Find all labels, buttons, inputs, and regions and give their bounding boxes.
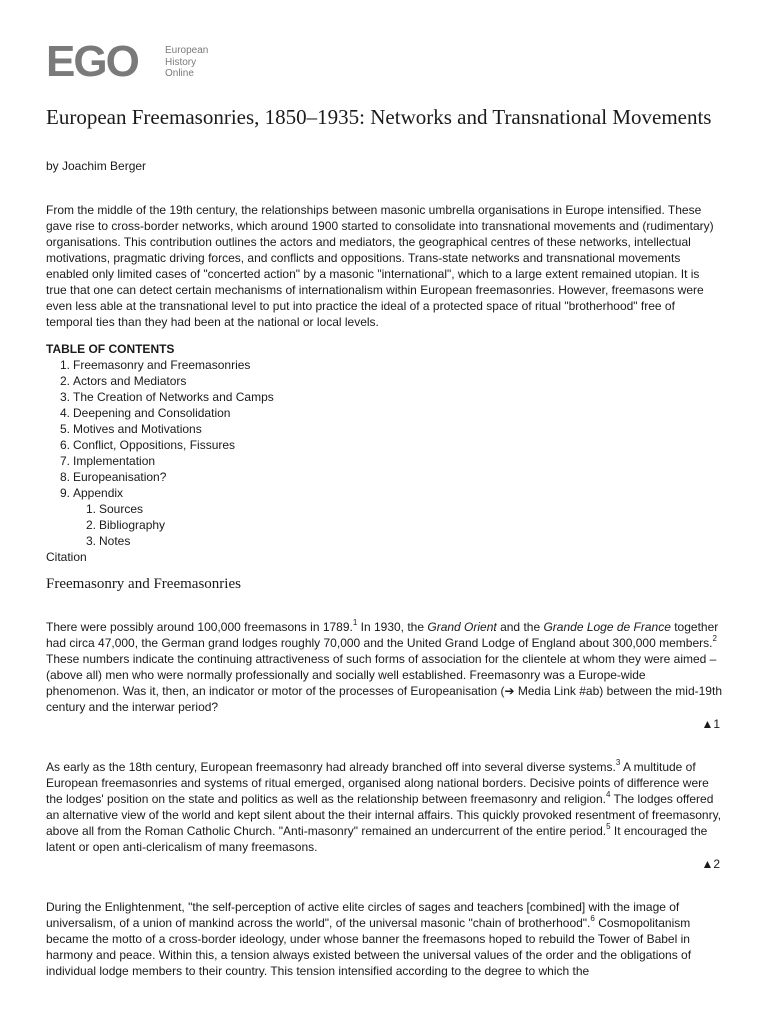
toc-item[interactable] — [46, 389, 722, 405]
article-title: European Freemasonries, 1850–1935: Networks and Transnational Movements — [46, 105, 712, 129]
toc-item-number: 1. — [85, 502, 96, 516]
section-heading: Freemasonry and Freemasonries — [46, 576, 241, 592]
toc-item-label[interactable]: The Creation of Networks and Camps — [73, 390, 274, 404]
logo-line: History — [165, 56, 197, 68]
toc-item-label[interactable]: Implementation — [73, 454, 156, 468]
toc-subitem[interactable] — [46, 501, 722, 517]
toc-item[interactable] — [46, 357, 722, 373]
toc-item-label[interactable]: Appendix — [73, 486, 124, 500]
footnote-ref[interactable]: 5 — [606, 822, 611, 831]
toc-item-label[interactable]: Conflict, Oppositions, Fissures — [73, 438, 236, 452]
toc-item[interactable] — [46, 421, 722, 437]
toc-sublist — [46, 501, 722, 549]
toc-item-number: 4. — [59, 406, 70, 420]
logo-line: European — [165, 45, 209, 56]
paragraph-1: There were possibly around 100,000 freemasons in 1789.$^1$ In 1930, the Grand Orient and the Grande Loge de France together had circa 47,000, the German grand lodges roughly 70,000 and the United Grand Lodge of England about 300,000 members.$^2$ These numbers indicate the continuing attractiveness of such forms of association for the clientele at whom they were aimed – (above all) men who were normally professionally and socially well established. Freemasonry was a Europe-wide phenomenon. Was it, then, an indicator or motor of the processes of Europeanisation (➔ Media Link #ab) between the mid-19th century and the interwar period? — [46, 618, 722, 714]
toc-list — [46, 357, 722, 549]
toc-heading: TABLE OF CONTENTS — [46, 342, 175, 356]
toc-item-number: 6. — [59, 438, 70, 452]
toc-item-number: 9. — [59, 486, 70, 500]
footnote-ref[interactable]: 4 — [605, 790, 611, 799]
toc-item[interactable] — [46, 373, 722, 389]
table-of-contents — [46, 341, 722, 565]
footnote-ref[interactable]: 2 — [712, 634, 717, 643]
paragraph-2: As early as the 18th century, European freemasonry had already branched off into several diverse systems.$^3$ A multitude of European freemasonries and systems of ritual emerged, organised along national borders. Decisive points of difference were the lodges' position on the state and politics as well as the relationship between freemasonry and religion.$^4$ The lodges offered an alternative view of the world and kept silent about the their internal affairs. This quickly provoked resentment of freemasonry, above all from the Roman Catholic Church. "Anti-masonry" remained an undercurrent of the entire period.$^5$ It encouraged the latent or open anti-clericalism of many freemasons. — [46, 758, 722, 854]
toc-item-label[interactable]: Sources — [99, 502, 144, 516]
toc-item-number: 5. — [59, 422, 70, 436]
paragraph-3: During the Enlightenment, "the self-perception of active elite circles of sages and teachers [combined] with the image of universalism, of a union of mankind across the world", of the universal masonic "chain of brotherhood".$^6$ Cosmopolitanism became the motto of a cross-border ideology, under whose banner the freemasons hoped to rebuild the Tower of Babel in harmony and peace. Within this, a tension always existed between the universal values of the order and the obligations of individual lodge members to their country. This tension intensified according to the degree to which the — [46, 900, 692, 978]
toc-item-number: 3. — [85, 534, 96, 548]
toc-item[interactable] — [46, 405, 722, 421]
toc-item-label[interactable]: Notes — [99, 534, 131, 548]
paragraph-number[interactable]: ▲2 — [701, 857, 720, 871]
toc-subitem[interactable] — [46, 533, 722, 549]
toc-item[interactable] — [46, 437, 722, 453]
toc-item-label[interactable]: Deepening and Consolidation — [73, 406, 231, 420]
toc-item[interactable] — [46, 469, 722, 485]
toc-item[interactable] — [46, 485, 722, 549]
author-line: by Joachim Berger — [46, 159, 147, 173]
footnote-ref[interactable]: 1 — [352, 618, 358, 627]
logo-line: Online — [165, 68, 194, 79]
toc-subitem[interactable] — [46, 517, 722, 533]
logo-mark: EGO — [46, 37, 138, 86]
paragraph-number[interactable]: ▲1 — [701, 717, 720, 731]
toc-citation[interactable]: Citation — [46, 550, 87, 564]
toc-item[interactable] — [46, 453, 722, 469]
logo-subtitle — [165, 45, 225, 80]
toc-item-label[interactable]: Europeanisation? — [73, 470, 167, 484]
toc-item-label[interactable]: Freemasonry and Freemasonries — [73, 358, 251, 372]
footnote-ref[interactable]: 3 — [615, 758, 621, 767]
toc-item-label[interactable]: Bibliography — [99, 518, 166, 532]
toc-item-number: 8. — [59, 470, 70, 484]
toc-item-number: 7. — [59, 454, 70, 468]
abstract: From the middle of the 19th century, the relationships between masonic umbrella organisations in Europe intensified. These gave rise to cross-border networks, which around 1900 started to consolidate into transnational movements and (rudimentary) organisations. This contribution outlines the actors and mediators, the geographical centres of these networks, intellectual motivations, pragmatic driving forces, and conflicts and oppositions. Trans-state networks and transnational movements enabled only limited cases of "concerted action" by a masonic "international", which to a large extent remained utopian. It is true that one can detect certain mechanisms of internationalism within European freemasonries. However, freemasons were even less able at the transnational level to put into practice the ideal of a protected space of ritual "brotherhood" free of temporal ties than they had been at the national or local levels. — [46, 203, 714, 329]
toc-item-label[interactable]: Actors and Mediators — [73, 374, 187, 388]
toc-item-number: 3. — [59, 390, 70, 404]
toc-item-number: 2. — [85, 518, 96, 532]
toc-item-label[interactable]: Motives and Motivations — [73, 422, 202, 436]
toc-item-number: 1. — [59, 358, 70, 372]
toc-item-number: 2. — [59, 374, 70, 388]
footnote-ref[interactable]: 6 — [590, 914, 595, 923]
